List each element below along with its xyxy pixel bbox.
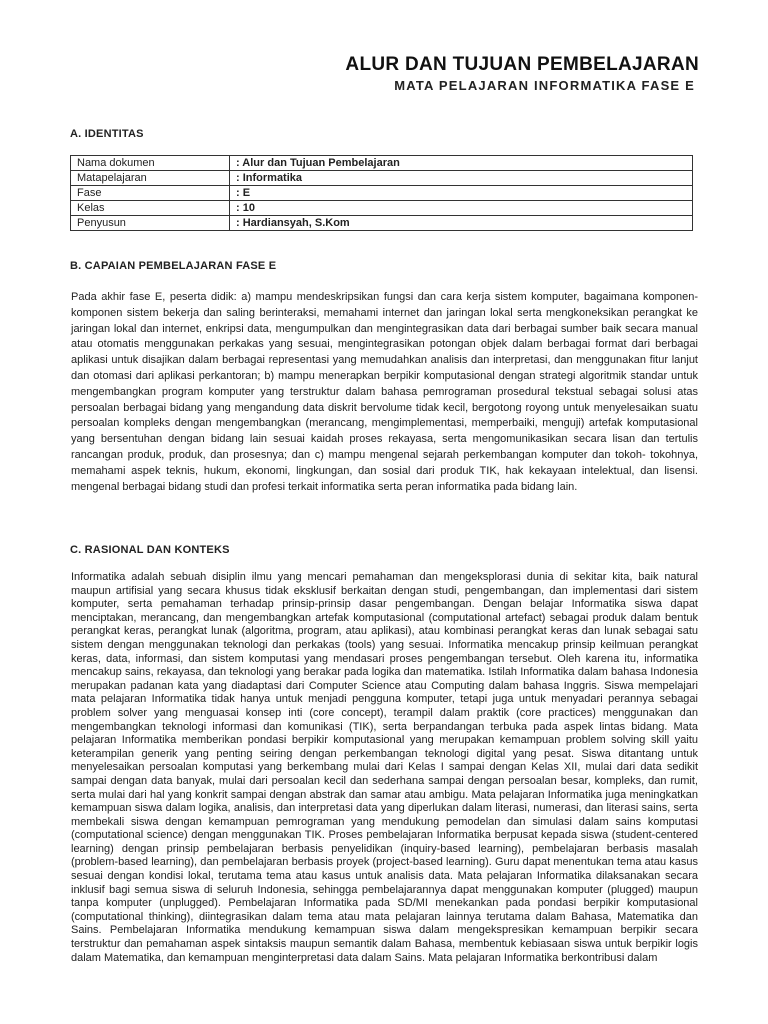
- row-label: Nama dokumen: [71, 156, 230, 171]
- section-heading-identitas: A. IDENTITAS: [70, 128, 144, 140]
- row-label: Kelas: [71, 201, 230, 216]
- section-heading-capaian: B. CAPAIAN PEMBELAJARAN FASE E: [70, 260, 277, 272]
- row-value: : Alur dan Tujuan Pembelajaran: [230, 156, 693, 171]
- table-row: [71, 216, 693, 231]
- paragraph-rasional: Informatika adalah sebuah disiplin ilmu yang mencari pemahaman dan mengeksplorasi dunia di sekitar kita, baik natural maupun artifisial yang secara khusus tidak eksklusif berkaitan dengan studi, pengembangan, dan implementasi dari sistem komputer, serta pemahaman terhadap prinsip-prinsip dasar pengembangan. Dengan belajar Informatika siswa dapat menciptakan, merancang, dan mengembangkan artefak komputasional (computational artefact) sebagai produk dalam bentuk perangkat keras, perangkat lunak (algoritma, program, atau aplikasi), atau kombinasi perangkat keras dan lunak sebagai satu sistem dengan menggunakan teknologi dan perkakas (tools) yang sesuai. Informatika mencakup prinsip keilmuan perangkat keras, data, informasi, dan sistem komputasi yang mendasari proses pengembangan tersebut. Oleh karena itu, informatika mencakup sains, rekayasa, dan teknologi yang berakar pada logika dan matematika. Istilah Informatika dalam bahasa Indonesia merupakan padanan kata yang diadaptasi dari Computer Science atau Computing dalam bahasa Inggris. Siswa mempelajari mata pelajaran Informatika tidak hanya untuk menjadi pengguna komputer, tetapi juga untuk menyadari perannya sebagai problem solver yang menguasai konsep inti (core concept), terampil dalam praktik (core practices) menggunakan dan mengembangkan teknologi informasi dan komunikasi (TIK), serta berpandangan terbuka pada aspek lintas bidang. Mata pelajaran Informatika memberikan pondasi berpikir komputasional yang merupakan kemampuan problem solving skill yaitu keterampilan generik yang penting seiring dengan perkembangan teknologi digital yang pesat. Siswa ditantang untuk menyelesaikan persoalan komputasi yang berkembang mulai dari Kelas I sampai dengan Kelas XII, mulai dari data sedikit sampai dengan data banyak, mulai dari persoalan kecil dan sederhana sampai dengan persoalan besar, kompleks, dan rumit, serta mulai dari hal yang konkrit sampai dengan abstrak dan samar atau ambigu. Mata pelajaran Informatika juga meningkatkan kemampuan siswa dalam logika, analisis, dan interpretasi data yang diperlukan dalam literasi, numerasi, dan literasi sains, serta membekali siswa dengan kemampuan pemrograman yang mendukung pemodelan dan simulasi dalam sains komputasi (computational science) dengan menggunakan TIK. Proses pembelajaran Informatika berpusat kepada siswa (student-centered learning) dengan prinsip pembelajaran berbasis penyelidikan (inquiry-based learning), pembelajaran berbasis masalah (problem-based learning), dan pembelajaran berbasis proyek (project-based learning). Guru dapat menentukan tema atau kasus sesuai dengan kondisi lokal, terutama tema atau kasus untuk analisis data. Mata pelajaran Informatika dilaksanakan secara inklusif bagi semua siswa di seluruh Indonesia, sehingga pembelajarannya dapat menggunakan komputer (plugged) maupun tanpa komputer (unplugged). Pembelajaran Informatika pada SD/MI menekankan pada pondasi berpikir komputasional (computational thinking), diintegrasikan dalam tema atau mata pelajaran lainnya terutama dalam Bahasa, Matematika dan Sains. Pembelajaran Informatika mendukung kemampuan siswa dalam mengekspresikan kemampuan berpikir secara terstruktur dan pemahaman aspek sintaksis maupun semantik dalam Bahasa, membentuk kebiasaan siswa untuk berpikir logis dalam Matematika, dan kemampuan menginterpretasi data dalam Sains. Mata pelajaran Informatika berkontribusi dalam: [71, 571, 698, 964]
- table-row: [71, 156, 693, 171]
- row-value: : Hardiansyah, S.Kom: [230, 216, 693, 231]
- paragraph-capaian: Pada akhir fase E, peserta didik: a) mampu mendeskripsikan fungsi dan cara kerja sistem komputer, bagaimana komponen-komponen sistem bekerja dan saling berinteraksi, memahami internet dan jaringan lokal serta mengkoneksikan perangkat ke jaringan lokal dan internet, enkripsi data, mengumpulkan dan mengintegrasikan data dari berbagai sumber baik secara manual atau otomatis menggunakan perkakas yang sesuai, mengintegrasikan potongan objek dalam berbagai format dari berbagai aplikasi untuk disajikan dalam berbagai representasi yang memudahkan analisis dan interpretasi, dan menggunakan fitur lanjut dan otomasi dari aplikasi perkantoran; b) mampu menerapkan berpikir komputasional dengan strategi algoritmik standar untuk mengembangkan program komputer yang terstruktur dalam bahasa pemrograman prosedural tekstual sebagai solusi atas persoalan berbagai bidang yang mengandung data diskrit bervolume tidak kecil, bergotong royong untuk menyelesaikan suatu persoalan kompleks dengan mengembangkan (merancang, mengimplementasi, memperbaiki, menguji) artefak komputasional yang bersentuhan dengan bidang lain sesuai kaidah proses rekayasa, serta mengomunikasikan secara lisan dan tertulis rancangan produk, produk, dan prosesnya; dan c) mampu mengenal sejarah perkembangan komputer dan tokoh- tokohnya, memahami aspek teknis, hukum, ekonomi, lingkungan, dan sosial dari produk TIK, hak kekayaan intelektual, dan lisensi. mengenal berbagai bidang studi dan profesi terkait informatika serta peran informatika pada bidang lain.: [71, 291, 698, 493]
- table-row: [71, 186, 693, 201]
- identity-table: [70, 155, 693, 231]
- row-value: : 10: [230, 201, 693, 216]
- table-row: [71, 201, 693, 216]
- row-label: Penyusun: [71, 216, 230, 231]
- document-subtitle: MATA PELAJARAN INFORMATIKA FASE E: [394, 78, 695, 93]
- table-row: [71, 171, 693, 186]
- row-label: Matapelajaran: [71, 171, 230, 186]
- row-label: Fase: [71, 186, 230, 201]
- document-title: ALUR DAN TUJUAN PEMBELAJARAN: [345, 54, 699, 75]
- row-value: : E: [230, 186, 693, 201]
- row-value: : Informatika: [230, 171, 693, 186]
- section-heading-rasional: C. RASIONAL DAN KONTEKS: [70, 544, 230, 556]
